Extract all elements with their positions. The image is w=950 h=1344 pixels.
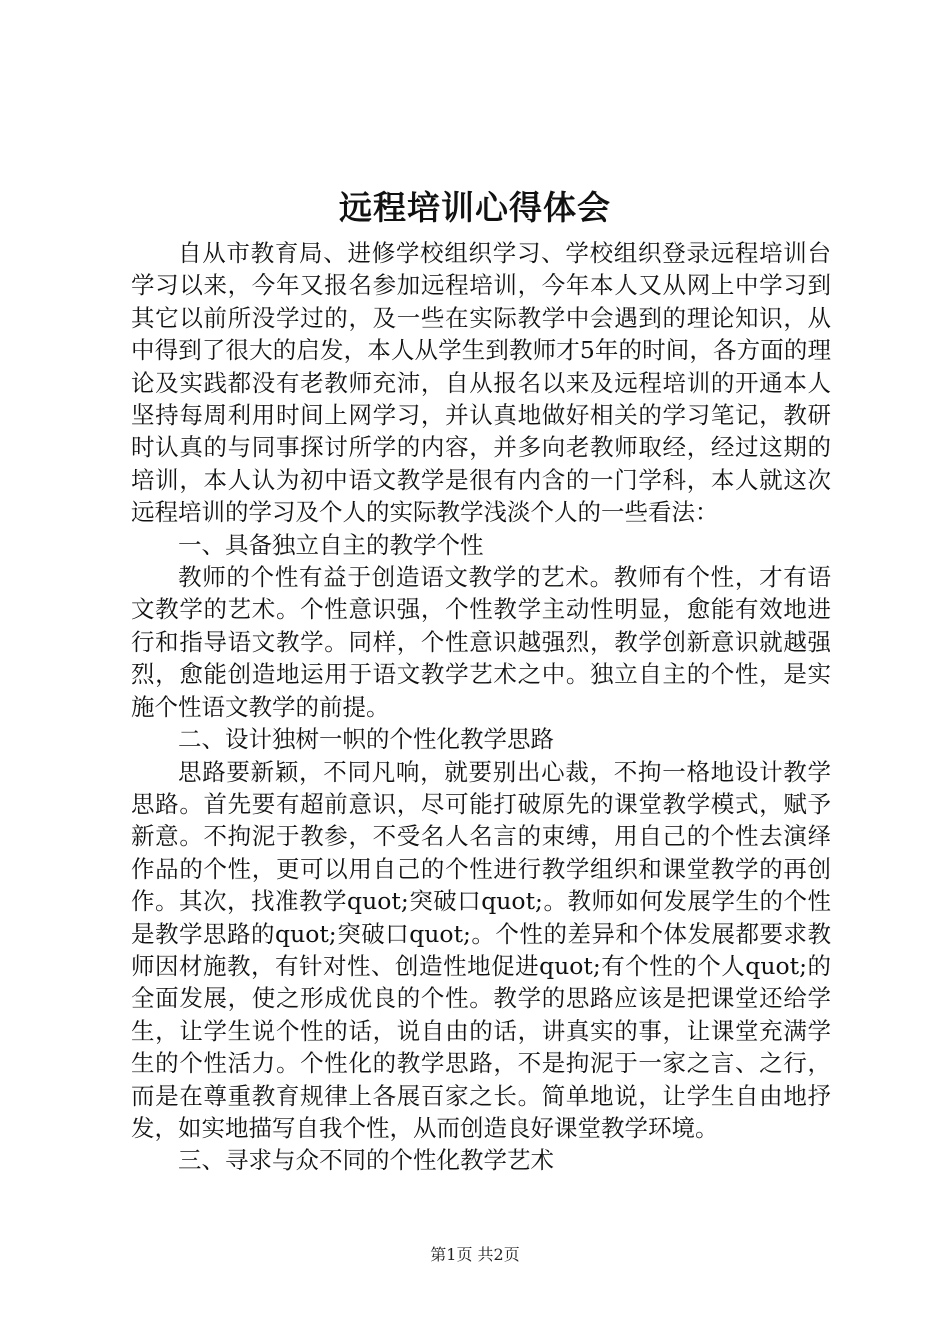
section-heading-3: 三、寻求与众不同的个性化教学艺术 [178, 1146, 554, 1175]
page-number-footer: 第1页 共2页 [430, 1245, 520, 1264]
paragraph-section-2: 思路要新颖，不同凡响，就要别出心裁，不拘一格地设计教学思路。首先要有超前意识，尽可能打破原先的课堂教学模式，赋予新意。不拘泥于教参，不受名人名言的束缚，用自己的个性去演绎作品的个性，更可以用自己的个性进行教学组织和课堂教学的再创作。其次，找准教学quot;突破口quot;。教师如何发展学生的个性是教学思路的quot;突破口quot;。个性的差异和个体发展都要求教师因材施教，有针对性、创造性地促进quot;有个性的个人quot;的全面发展，使之形成优良的个性。教学的思路应该是把课堂还给学生，让学生说个性的话，说自由的话，讲真实的事，让课堂充满学生的个性活力。个性化的教学思路，不是拘泥于一家之言、之行，而是在尊重教育规律上各展百家之长。简单地说，让学生自由地抒发，如实地描写自我个性，从而创造良好课堂教学环境。 [131, 757, 831, 1142]
paragraph-intro: 自从市教育局、进修学校组织学习、学校组织登录远程培训台学习以来，今年又报名参加远程培训，今年本人又从网上中学习到其它以前所没学过的，及一些在实际教学中会遇到的理论知识，从中得到了很大的启发，本人从学生到教师才5年的时间，各方面的理论及实践都没有老教师充沛，自从报名以来及远程培训的开通本人坚持每周利用时间上网学习，并认真地做好相关的学习笔记，教研时认真的与同事探讨所学的内容，并多向老教师取经，经过这期的培训，本人认为初中语文教学是很有内含的一门学科，本人就这次远程培训的学习及个人的实际教学浅淡个人的一些看法： [131, 239, 831, 527]
page-title: 远程培训心得体会 [339, 188, 611, 227]
section-heading-2: 二、设计独树一帜的个性化教学思路 [178, 725, 554, 754]
section-heading-1: 一、具备独立自主的教学个性 [178, 530, 484, 559]
paragraph-section-1: 教师的个性有益于创造语文教学的艺术。教师有个性，才有语文教学的艺术。个性意识强，个性教学主动性明显，愈能有效地进行和指导语文教学。同样，个性意识越强烈，教学创新意识就越强烈，愈能创造地运用于语文教学艺术之中。独立自主的个性，是实施个性语文教学的前提。 [131, 563, 831, 721]
document-body [131, 237, 831, 1177]
